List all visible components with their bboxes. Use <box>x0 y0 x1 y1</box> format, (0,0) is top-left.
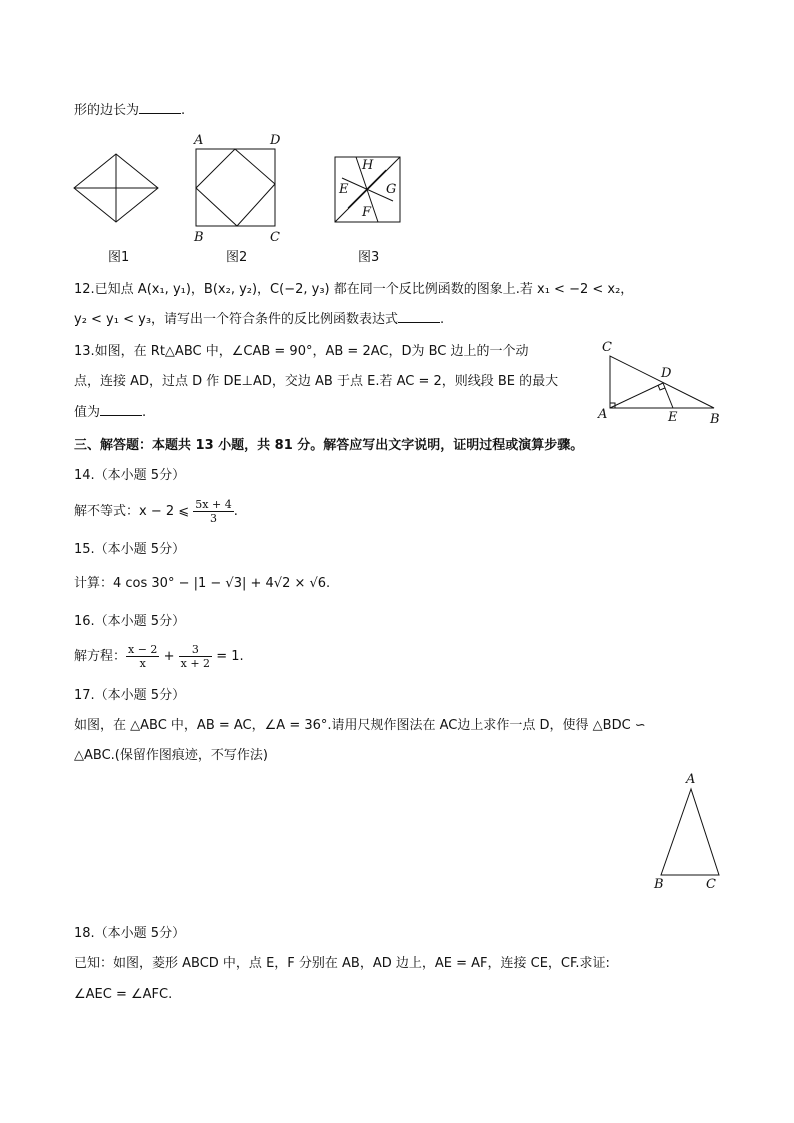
q14-frac-den: 3 <box>210 512 217 525</box>
q17-line-1: 如图，在 △ABC 中，AB = AC，∠A = 36°.请用尺规作图法在 AC边上求作一点 D，使得 △BDC ∽ <box>74 718 646 733</box>
q18-line-1: 已知：如图，菱形 ABCD 中，点 E，F 分别在 AB，AD 边上，AE = AF，连接 CE，CF.求证: <box>74 956 610 971</box>
q16-fraction-2 <box>179 643 212 670</box>
q17-line-2: △ABC.(保留作图痕迹，不写作法) <box>74 748 268 763</box>
q14-fraction <box>193 498 233 525</box>
q16-prefix: 解方程： <box>74 649 127 664</box>
q16-body <box>74 643 244 671</box>
q12-line-2 <box>74 310 444 330</box>
answer-blank[interactable] <box>398 310 440 323</box>
q16-plus: + <box>163 649 175 664</box>
q11-period: . <box>181 103 186 118</box>
q14-body <box>74 498 238 526</box>
q13-line-2: 点，连接 AD，过点 D 作 DE⊥AD，交边 AB 于点 E.若 AC = 2，则线段 BE 的最大 <box>74 374 559 389</box>
answer-blank[interactable] <box>139 101 181 114</box>
q16-f2-den: x + 2 <box>180 657 211 670</box>
fig2-label-B: B <box>194 230 204 245</box>
q15-header: 15.（本小题 5分） <box>74 542 186 557</box>
q13-label-D: D <box>661 366 672 381</box>
q13-label-B: B <box>710 412 720 427</box>
q13-figure-drawing <box>606 352 718 414</box>
figure-2 <box>195 148 276 231</box>
q16-f1-den: x <box>139 657 146 670</box>
q13-period: . <box>142 405 147 420</box>
q16-f1-num: x − 2 <box>128 643 158 656</box>
figure-2-drawing <box>195 148 276 227</box>
fig3-label-F: F <box>362 205 372 220</box>
q17-label-C: C <box>706 877 716 892</box>
figure-1 <box>70 150 162 230</box>
figure-3-caption: 图3 <box>358 250 380 265</box>
q14-prefix: 解不等式：x − 2 ⩽ <box>74 504 190 519</box>
fig3-label-H: H <box>362 158 374 173</box>
q12-line-2-text: y₂ < y₁ < y₃，请写出一个符合条件的反比例函数表达式 <box>74 312 399 327</box>
q17-header: 17.（本小题 5分） <box>74 688 186 703</box>
q14-header: 14.（本小题 5分） <box>74 468 186 483</box>
fig2-label-C: C <box>270 230 280 245</box>
q16-f2-num: 3 <box>179 643 212 657</box>
fig3-label-E: E <box>339 182 349 197</box>
q13-figure <box>606 352 718 418</box>
q11-tail <box>74 101 185 121</box>
q17-figure <box>658 786 722 882</box>
q13-line-3-text: 值为 <box>74 405 101 420</box>
q12-period: . <box>440 312 445 327</box>
q16-end: = 1. <box>216 649 244 664</box>
q18-line-2: ∠AEC = ∠AFC. <box>74 987 173 1002</box>
figure-1-caption: 图1 <box>108 250 130 265</box>
fig3-label-G: G <box>386 182 397 197</box>
q17-figure-drawing <box>658 786 722 878</box>
section-3-heading: 三、解答题：本题共 13 小题，共 81 分。解答应写出文字说明，证明过程或演算步骤。 <box>74 438 584 453</box>
q14-frac-num: 5x + 4 <box>195 498 232 511</box>
q13-label-C: C <box>602 340 612 355</box>
q16-header: 16.（本小题 5分） <box>74 614 186 629</box>
figure-2-caption: 图2 <box>226 250 248 265</box>
q17-label-B: B <box>654 877 664 892</box>
fig2-label-A: A <box>194 133 204 148</box>
q12-line-1: 12.已知点 A(x₁, y₁)，B(x₂, y₂)，C(−2, y₃) 都在同一个反比例函数的图象上.若 x₁ < −2 < x₂， <box>74 282 634 297</box>
q18-header: 18.（本小题 5分） <box>74 926 186 941</box>
q15-body: 计算：4 cos 30° − |1 − √3| + 4√2 × √6. <box>74 576 331 591</box>
q13-line-1: 13.如图，在 Rt△ABC 中，∠CAB = 90°，AB = 2AC，D为 BC 边上的一个动 <box>74 344 529 359</box>
q16-fraction-1 <box>126 643 159 670</box>
q13-label-A: A <box>598 407 608 422</box>
fig2-label-D: D <box>270 133 281 148</box>
q14-end: . <box>233 504 238 519</box>
q13-line-3 <box>74 403 146 423</box>
q17-label-A: A <box>686 772 696 787</box>
figure-1-drawing <box>70 150 162 226</box>
q11-tail-text: 形的边长为 <box>74 103 140 118</box>
q13-label-E: E <box>668 410 678 425</box>
answer-blank[interactable] <box>100 403 142 416</box>
